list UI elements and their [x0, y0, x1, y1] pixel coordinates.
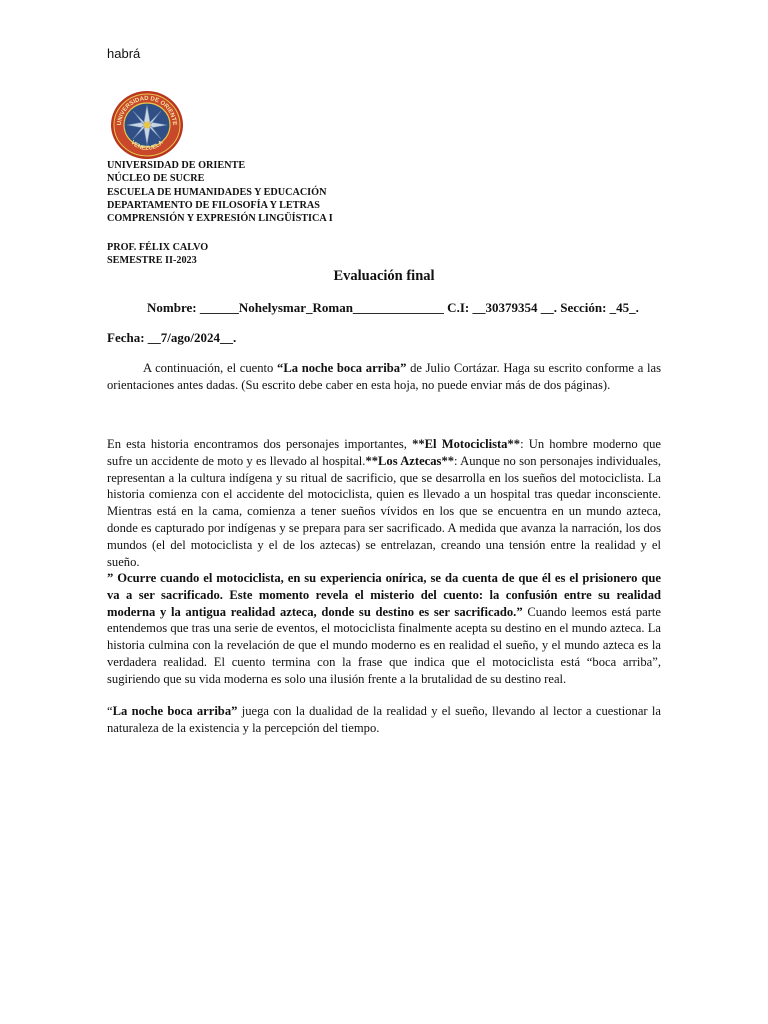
intro-paragraph [107, 360, 661, 394]
university-seal-logo [110, 89, 185, 161]
intro-text: de Julio Cortázar. Haga su escrito conforme a las orientaciones antes dadas. (Su escrito debe caber en esta hoja, no puede enviar más de dos páginas). [107, 361, 661, 392]
paragraph-text: Cuando leemos está parte entendemos que tras una serie de eventos, el motociclista finalmente acepta su destino en el mundo azteca. La historia culmina con la revelación de que el mundo moderno es en realidad el sueño, y el mundo azteca es la verdadera realidad. El cuento termina con la frase que indica que el motociclista está “boca arriba”, sugiriendo que su vida moderna es solo una ilusión frente a la brutalidad de su destino real. [107, 604, 661, 686]
paragraph-text: juega con la dualidad de la realidad y el sueño, llevando al lector a cuestionar la naturaleza de la existencia y la percepción del tiempo. [107, 704, 661, 735]
character-name: **El Motociclista** [412, 437, 521, 451]
document-title: Evaluación final [333, 268, 435, 284]
institution-block [107, 159, 333, 225]
institution-line: NÚCLEO DE SUCRE [107, 173, 205, 185]
professor-block [107, 241, 208, 268]
svg-text:UNIVERSIDAD DE ORIENTE: UNIVERSIDAD DE ORIENTE [116, 95, 178, 126]
institution-line: UNIVERSIDAD DE ORIENTE [107, 160, 246, 171]
body-paragraph-3 [107, 703, 661, 737]
student-info-line: Nombre: ______Nohelysmar_Roman______________ C.I: __30379354 __. Sección: _45_. [147, 300, 639, 315]
svg-text:VENEZUELA: VENEZUELA [129, 139, 165, 152]
professor-name: PROF. FÉLIX CALVO [107, 242, 209, 253]
semester: SEMESTRE II-2023 [107, 255, 197, 267]
paragraph-text: “ [107, 704, 113, 718]
story-title: La noche boca arriba” [112, 704, 238, 718]
body-paragraph-1 [107, 436, 661, 570]
header-note: habrá [107, 46, 141, 61]
institution-line: DEPARTAMENTO DE FILOSOFÍA Y LETRAS [107, 199, 320, 211]
bold-quote: ” Ocurre cuando el motociclista, en su experiencia onírica, se da cuenta de que él es el prisionero que va a ser sacrificado. Este momento revela el misterio del cuento: la confusión entre su realidad moderna y la antigua realidad azteca, donde su destino es ser sacrificado.” [107, 571, 661, 619]
date-line: Fecha: __7/ago/2024__. [107, 330, 237, 345]
body-paragraph-2 [107, 570, 661, 688]
paragraph-text: : Aunque no son personajes individuales, representan a la cultura indígena y su ritual de sacrificio, que se desarrolla en los sueños del motociclista. La historia comienza con el accidente del motociclista, quien es llevado a un hospital tras quedar inconsciente. Mientras está en la cama, comienza a tener sueños vívidos en los que se encuentra en un mundo azteca, donde es capturado por indígenas y se prepara para ser sacrificado. A medida que avanza la narración, los dos mundos (el del motociclista y el de los aztecas) se entrelazan, creando una tensión entre la realidad y el sueño. [107, 453, 661, 569]
character-name: **Los Aztecas** [365, 453, 455, 468]
paragraph-text: En esta historia encontramos dos personajes importantes, [107, 437, 413, 451]
institution-line: COMPRENSIÓN Y EXPRESIÓN LINGÜÍSTICA I [107, 213, 333, 225]
story-title: “La noche boca arriba” [277, 361, 407, 375]
paragraph-text: : Un hombre moderno que sufre un accidente de moto y es llevado al hospital. [107, 437, 662, 468]
institution-line: ESCUELA DE HUMANIDADES Y EDUCACIÓN [107, 186, 327, 198]
intro-text: A continuación, el cuento [143, 361, 278, 375]
